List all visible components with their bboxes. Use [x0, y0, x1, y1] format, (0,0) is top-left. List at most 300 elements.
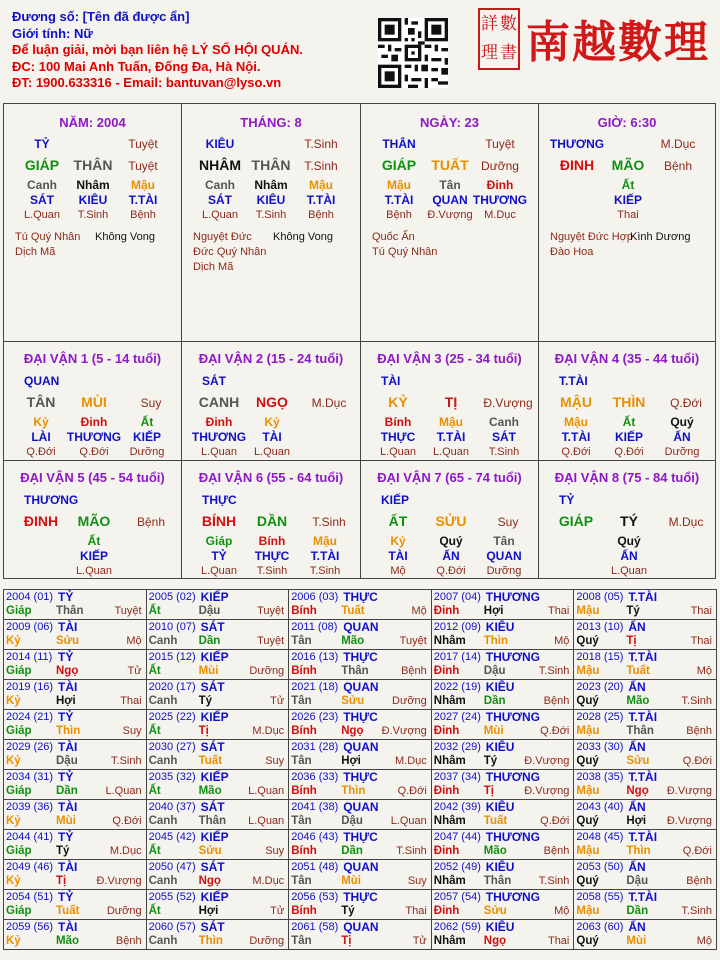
dai-van-title: ĐẠI VẬN 7 (65 - 74 tuổi): [377, 470, 522, 485]
dai-van-god: KIẾP: [381, 493, 410, 507]
year-branch: Mão: [198, 785, 222, 797]
year-god: ẤN: [628, 860, 646, 874]
dai-van-hidden-stem: Ất: [622, 415, 636, 429]
year-branch: Hợi: [56, 695, 76, 707]
chart-main-grid: [3, 103, 716, 579]
year-stem: Nhâm: [433, 755, 466, 767]
header-gender: Giới tính: Nữ: [12, 25, 93, 41]
dai-van-hidden-stem: Ất: [140, 415, 154, 429]
year-label: 2035 (32): [148, 771, 196, 783]
year-phase: Q.Đới: [540, 815, 570, 827]
dai-van-phase: M.Dục: [311, 396, 347, 410]
year-stem: Bính: [291, 605, 317, 617]
year-cell: [146, 710, 289, 740]
year-phase: Tuyệt: [257, 635, 285, 647]
year-label: 2053 (50): [576, 861, 624, 873]
year-god: KIẾP: [200, 890, 229, 904]
pillar-r4-item: KIÊU: [256, 193, 286, 207]
year-phase: Q.Đới: [682, 755, 712, 767]
pillar-r1-item: M.Dục: [660, 137, 696, 151]
year-row: [4, 860, 717, 890]
dai-van-hidden-phase: Q.Đới: [436, 565, 466, 577]
year-label: 2025 (22): [148, 711, 196, 723]
year-god: KIÊU: [485, 680, 515, 694]
year-branch: Ngọ: [198, 875, 221, 887]
year-stem: Canh: [148, 755, 178, 767]
dai-van-cell: [4, 461, 181, 579]
year-phase: Đ.Vượng: [381, 725, 427, 737]
year-cell: [146, 890, 289, 920]
year-label: 2052 (49): [433, 861, 481, 873]
pillar-r1-item: T.Sinh: [304, 137, 338, 151]
year-cell: [431, 740, 574, 770]
year-cell: [574, 740, 717, 770]
year-god: THỰC: [343, 650, 378, 664]
pillar-r2-item: TUẤT: [431, 157, 469, 173]
dai-van-phase: M.Dục: [668, 515, 704, 529]
pillar-r2-item: GIÁP: [381, 157, 417, 173]
dai-van-hidden-phase: Dưỡng: [664, 446, 700, 458]
year-stem: Canh: [148, 875, 178, 887]
pillar-star: Tú Quý Nhân: [372, 246, 438, 258]
year-label: 2006 (03): [291, 591, 339, 603]
pillar-cell: [4, 104, 181, 341]
year-phase: Đ.Vượng: [666, 815, 712, 827]
year-god: THƯƠNG: [485, 710, 540, 724]
dai-van-title: ĐẠI VẬN 3 (25 - 34 tuổi): [377, 351, 522, 366]
pillar-star: Nguyệt Đức: [193, 231, 252, 243]
year-stem: Đinh: [433, 725, 460, 737]
year-god: ẤN: [628, 620, 646, 634]
year-phase: Mộ: [126, 635, 142, 647]
year-cell: [4, 650, 147, 680]
year-god: THƯƠNG: [485, 830, 540, 844]
pillar-r3-item: Mậu: [387, 178, 411, 192]
year-god: KIẾP: [200, 830, 229, 844]
year-branch: Thìn: [626, 845, 651, 857]
seal-char: 書: [500, 43, 517, 63]
year-label: 2043 (40): [576, 801, 624, 813]
dai-van-hidden-god: THƯƠNG: [191, 430, 247, 444]
pillar-r5-item: L.Quan: [23, 209, 61, 221]
year-stem: Nhâm: [433, 815, 466, 827]
year-label: 2063 (60): [576, 921, 624, 933]
year-god: KIÊU: [485, 620, 515, 634]
dai-van-title: ĐẠI VẬN 5 (45 - 54 tuổi): [20, 470, 165, 485]
dai-van-phase: Đ.Vượng: [483, 396, 533, 410]
year-branch: Thân: [198, 815, 227, 827]
year-stem: Mậu: [576, 605, 600, 617]
year-cell: [289, 770, 432, 800]
year-phase: L.Quan: [248, 815, 285, 827]
year-cell: [574, 590, 717, 620]
pillar-r5-item: Đ.Vượng: [427, 209, 473, 221]
header-address: ĐC: 100 Mai Anh Tuấn, Đống Đa, Hà Nội.: [12, 58, 261, 74]
year-god: THỰC: [343, 830, 378, 844]
dai-van-branch: THÌN: [612, 394, 646, 410]
year-stem: Đinh: [433, 605, 460, 617]
dai-van-hidden-stem: Quý: [617, 534, 641, 548]
year-branch: Mùi: [198, 665, 219, 677]
year-phase: Thai: [690, 605, 712, 617]
dai-van-hidden-stem: Ất: [87, 534, 101, 548]
dai-van-hidden-stem: Mậu: [439, 415, 463, 429]
year-stem: Quý: [576, 875, 599, 887]
year-phase: Mộ: [696, 665, 712, 677]
year-row: [4, 920, 717, 950]
year-label: 2045 (42): [148, 831, 196, 843]
year-stem: Bính: [291, 725, 317, 737]
year-cell: [574, 710, 717, 740]
pillar-star: Dịch Mã: [193, 261, 234, 273]
year-label: 2029 (26): [6, 741, 54, 753]
pillar-title: NGÀY: 23: [420, 115, 479, 130]
dai-van-hidden-stem: Quý: [670, 415, 694, 429]
year-cell: [574, 650, 717, 680]
year-god: TÀI: [58, 680, 78, 694]
dai-van-hidden-phase: L.Quan: [200, 446, 238, 458]
pillar-r4-item: T.TÀI: [306, 193, 336, 207]
year-phase: Suy: [407, 875, 427, 887]
year-branch: Dậu: [198, 605, 221, 617]
year-branch: Tị: [626, 635, 637, 647]
pillar-r2-item: Dưỡng: [481, 159, 519, 173]
seal-char: 理: [481, 43, 498, 63]
year-stem: Ất: [148, 725, 161, 737]
year-label: 2059 (56): [6, 921, 54, 933]
pillar-r3-item: Ất: [621, 178, 635, 192]
year-god: KIÊU: [485, 860, 515, 874]
year-label: 2022 (19): [433, 681, 481, 693]
year-label: 2028 (25): [576, 711, 624, 723]
pillar-star: Đức Quý Nhân: [193, 246, 267, 258]
year-phase: Bệnh: [401, 665, 427, 677]
year-stem: Đinh: [433, 845, 460, 857]
qr-code-icon: [378, 18, 448, 88]
dai-van-hidden-god: KIẾP: [79, 549, 108, 563]
year-label: 2051 (48): [291, 861, 339, 873]
year-stem: Nhâm: [433, 635, 466, 647]
year-label: 2026 (23): [291, 711, 339, 723]
year-stem: Tân: [291, 755, 312, 767]
year-label: 2033 (30): [576, 741, 624, 753]
year-stem: Quý: [576, 635, 599, 647]
dai-van-stem: TÂN: [26, 394, 56, 410]
year-god: THỰC: [343, 710, 378, 724]
dai-van-hidden-stem: Tân: [493, 534, 515, 548]
year-phase: L.Quan: [390, 815, 427, 827]
year-cell: [146, 860, 289, 890]
dai-van-god: TỶ: [559, 493, 575, 507]
dai-van-hidden-phase: Mộ: [390, 565, 406, 577]
year-label: 2062 (59): [433, 921, 481, 933]
year-phase: Bệnh: [543, 845, 570, 857]
year-god: TÀI: [58, 860, 78, 874]
year-cell: [431, 710, 574, 740]
pillar-star: Đào Hoa: [550, 246, 594, 258]
year-cell: [574, 920, 717, 950]
year-stem: Tân: [291, 815, 312, 827]
year-branch: Thân: [56, 605, 84, 617]
year-branch: Dậu: [56, 755, 78, 767]
year-god: TỶ: [58, 650, 74, 664]
year-stem: Mậu: [576, 725, 600, 737]
year-cell: [4, 590, 147, 620]
year-cell: [289, 800, 432, 830]
year-stem: Mậu: [576, 845, 600, 857]
year-stem: Giáp: [6, 605, 32, 617]
year-branch: Dần: [483, 695, 506, 707]
pillar-r5-item: T.Sinh: [77, 209, 109, 221]
dai-van-hidden-god: THỰC: [380, 430, 416, 444]
year-phase: Q.Đới: [112, 815, 142, 827]
year-cell: [146, 680, 289, 710]
year-branch: Tuất: [483, 815, 508, 827]
pillar-r3-item: Đinh: [486, 178, 514, 192]
year-phase: T.Sinh: [396, 845, 427, 857]
year-cell: [431, 770, 574, 800]
year-stem: Bính: [291, 905, 317, 917]
year-cell: [431, 800, 574, 830]
year-label: 2012 (09): [433, 621, 481, 633]
year-god: THỰC: [343, 890, 378, 904]
year-stem: Tân: [291, 695, 312, 707]
year-god: TỶ: [58, 710, 74, 724]
year-cell: [289, 830, 432, 860]
year-row: [4, 590, 717, 620]
pillar-r5-item: T.Sinh: [255, 209, 287, 221]
year-god: SÁT: [200, 680, 225, 694]
dai-van-cell: [361, 461, 538, 579]
year-god: TÀI: [58, 620, 78, 634]
year-phase: T.Sinh: [111, 755, 142, 767]
year-label: 2049 (46): [6, 861, 54, 873]
pillar-star: Nguyệt Đức Hợp: [550, 231, 634, 243]
dai-van-hidden-stem: Đinh: [205, 415, 233, 429]
year-cell: [289, 860, 432, 890]
year-branch: Dần: [341, 845, 363, 857]
year-branch: Mùi: [56, 815, 76, 827]
year-branch: Tý: [626, 605, 640, 617]
dai-van-phase: Suy: [140, 396, 162, 410]
dai-van-hidden-god: ẤN: [442, 549, 460, 563]
year-label: 2060 (57): [148, 921, 196, 933]
year-branch: Hợi: [626, 815, 647, 827]
year-god: T.TÀI: [628, 770, 658, 784]
year-branch: Mùi: [483, 725, 504, 737]
year-stem: Mậu: [576, 785, 600, 797]
year-god: TỶ: [58, 830, 74, 844]
dai-van-hidden-god: T.TÀI: [310, 549, 340, 563]
year-god: SÁT: [200, 920, 225, 934]
year-stem: Canh: [148, 815, 178, 827]
year-branch: Thìn: [341, 785, 366, 797]
dai-van-hidden-god: ẤN: [673, 430, 691, 444]
year-phase: Đ.Vượng: [524, 755, 570, 767]
dai-van-stem: CANH: [198, 394, 240, 410]
year-branch: Tị: [483, 785, 495, 797]
year-stem: Canh: [148, 695, 178, 707]
year-row: [4, 680, 717, 710]
dai-van-hidden-god: KIẾP: [614, 430, 643, 444]
year-stem: Nhâm: [433, 875, 466, 887]
year-branch: Dần: [198, 635, 221, 647]
year-branch: Dần: [56, 785, 78, 797]
pillar-title: THÁNG: 8: [240, 115, 302, 130]
year-stem: Kỷ: [6, 635, 21, 647]
dai-van-cell: [539, 342, 715, 460]
year-label: 2037 (34): [433, 771, 481, 783]
dai-van-hidden-stem: Kỷ: [33, 415, 49, 429]
year-branch: Tị: [56, 875, 67, 887]
year-phase: Dưỡng: [392, 695, 427, 707]
dai-van-title: ĐẠI VẬN 2 (15 - 24 tuổi): [198, 351, 344, 366]
year-label: 2007 (04): [433, 591, 481, 603]
year-god: SÁT: [200, 800, 225, 814]
year-stem: Nhâm: [433, 935, 466, 947]
dai-van-hidden-phase: T.Sinh: [256, 565, 288, 577]
year-label: 2047 (44): [433, 831, 481, 843]
year-label: 2046 (43): [291, 831, 339, 843]
dai-van-god: THƯƠNG: [24, 493, 79, 507]
dai-van-hidden-god: LÀI: [31, 430, 51, 444]
year-label: 2008 (05): [576, 591, 624, 603]
year-stem: Giáp: [6, 785, 32, 797]
pillar-r4-item: SÁT: [208, 193, 232, 207]
year-phase: Mộ: [696, 935, 712, 947]
pillar-cell: [182, 104, 360, 341]
year-branch: Mão: [56, 935, 79, 947]
year-god: QUAN: [343, 920, 379, 934]
dai-van-god: SÁT: [202, 374, 226, 388]
year-stem: Ất: [148, 845, 161, 857]
dai-van-god: TÀI: [381, 374, 401, 388]
year-row: [4, 740, 717, 770]
year-label: 2027 (24): [433, 711, 481, 723]
year-branch: Mùi: [626, 935, 647, 947]
year-god: QUAN: [343, 620, 379, 634]
dai-van-hidden-stem: Quý: [439, 534, 463, 548]
dai-van-hidden-stem: Bính: [258, 534, 286, 548]
dai-van-branch: DẦN: [256, 513, 288, 529]
year-label: 2048 (45): [576, 831, 624, 843]
pillar-title: GIỜ: 6:30: [597, 115, 657, 130]
year-stem: Ất: [148, 905, 161, 917]
year-label: 2039 (36): [6, 801, 54, 813]
year-cell: [4, 890, 147, 920]
year-phase: M.Dục: [395, 755, 427, 767]
year-phase: M.Dục: [252, 725, 285, 737]
year-stem: Kỷ: [6, 755, 21, 767]
year-cell: [4, 770, 147, 800]
year-stem: Quý: [576, 695, 599, 707]
year-branch: Sửu: [341, 695, 365, 707]
year-phase: Suy: [122, 725, 142, 737]
year-label: 2004 (01): [6, 591, 54, 603]
year-cell: [146, 800, 289, 830]
year-stem: Đinh: [433, 905, 460, 917]
year-branch: Dậu: [341, 815, 363, 827]
year-branch: Ngọ: [341, 725, 364, 737]
year-branch: Tuất: [341, 605, 365, 617]
pillar-r2-item: THÂN: [73, 157, 113, 173]
pillar-r2-item: MÃO: [611, 157, 645, 173]
dai-van-hidden-god: T.TÀI: [436, 430, 466, 444]
pillar-star: Không Vong: [95, 231, 155, 243]
year-phase: M.Dục: [109, 845, 142, 857]
year-god: KIẾP: [200, 770, 229, 784]
year-god: QUAN: [343, 860, 379, 874]
year-god: TÀI: [58, 800, 78, 814]
header-phone-email: ĐT: 1900.633316 - Email: bantuvan@lyso.vn: [12, 75, 282, 90]
year-phase: Đ.Vượng: [96, 875, 142, 887]
year-stem: Kỷ: [6, 815, 21, 827]
year-label: 2011 (08): [291, 621, 338, 633]
year-stem: Đinh: [433, 785, 460, 797]
year-row: [4, 620, 717, 650]
year-label: 2017 (14): [433, 651, 481, 663]
year-phase: Dưỡng: [249, 935, 285, 947]
year-phase: Tuyệt: [114, 605, 142, 617]
dai-van-hidden-god: THỰC: [254, 549, 290, 563]
year-row: [4, 890, 717, 920]
year-god: TỶ: [58, 770, 74, 784]
year-cell: [431, 680, 574, 710]
year-stem: Bính: [291, 665, 317, 677]
year-branch: Thìn: [198, 935, 223, 947]
year-branch: Tý: [56, 845, 70, 857]
year-god: SÁT: [200, 620, 225, 634]
year-god: TÀI: [58, 920, 78, 934]
year-stem: Quý: [576, 815, 599, 827]
header-name: Đương số: [Tên đã được ẩn]: [12, 9, 190, 24]
year-cell: [4, 920, 147, 950]
year-stem: Bính: [291, 785, 317, 797]
year-branch: Tý: [483, 755, 498, 767]
pillar-r2-item: GIÁP: [24, 157, 60, 173]
pillar-r5-item: Thai: [617, 209, 639, 221]
year-branch: Sửu: [626, 755, 650, 767]
dai-van-hidden-phase: L.Quan: [432, 446, 470, 458]
year-god: T.TÀI: [628, 830, 658, 844]
year-stem: Quý: [576, 755, 599, 767]
year-phase: Tử: [412, 935, 427, 947]
dai-van-hidden-stem: Bính: [384, 415, 412, 429]
pillar-r4-item: KIÊU: [78, 193, 108, 207]
year-label: 2009 (06): [6, 621, 54, 633]
year-cell: [4, 680, 147, 710]
dai-van-hidden-god: T.TÀI: [561, 430, 591, 444]
year-god: KIẾP: [200, 590, 229, 604]
pillar-title: NĂM: 2004: [59, 115, 126, 130]
year-phase: M.Dục: [252, 875, 285, 887]
dai-van-title: ĐẠI VẬN 1 (5 - 14 tuổi): [23, 351, 162, 366]
year-branch: Tuất: [198, 755, 223, 767]
year-phase: Thai: [405, 905, 427, 917]
year-cell: [289, 890, 432, 920]
year-god: THƯƠNG: [485, 890, 540, 904]
pillar-star: Kình Dương: [630, 231, 691, 243]
dai-van-cell: [182, 461, 360, 579]
pillar-r2-item: THÂN: [251, 157, 291, 173]
year-phase: Q.Đới: [540, 725, 570, 737]
pillar-r4-item: T.TÀI: [384, 193, 414, 207]
year-cell: [146, 920, 289, 950]
dai-van-cell: [4, 342, 181, 460]
year-branch: Dần: [626, 905, 649, 917]
year-cell: [146, 590, 289, 620]
dai-van-hidden-phase: Q.Đới: [26, 446, 56, 458]
